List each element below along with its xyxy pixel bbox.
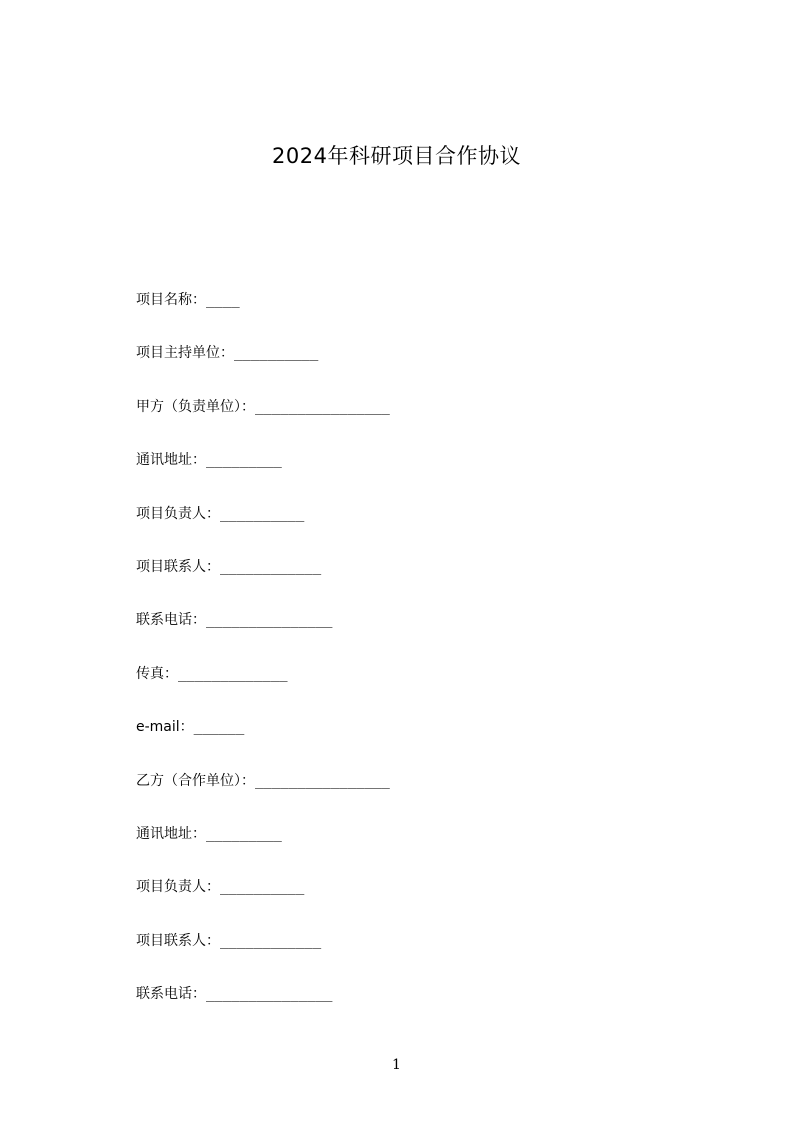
field-label: 联系电话： bbox=[136, 986, 206, 1003]
field-label: 项目联系人： bbox=[136, 932, 220, 949]
field-project-name bbox=[136, 289, 696, 342]
field-party-a bbox=[136, 396, 696, 449]
field-blank: _______________ bbox=[206, 986, 333, 1003]
field-party-a-leader bbox=[136, 503, 696, 556]
field-party-a-phone bbox=[136, 609, 696, 662]
field-label: 通讯地址： bbox=[136, 452, 206, 469]
field-blank: _____________ bbox=[178, 665, 288, 682]
field-blank: _______________ bbox=[206, 612, 333, 629]
field-host-unit bbox=[136, 342, 696, 395]
field-party-b-contact bbox=[136, 930, 696, 983]
form-fields bbox=[136, 289, 696, 1036]
field-label: 乙方（合作单位）： bbox=[136, 772, 255, 789]
field-label: 联系电话： bbox=[136, 612, 206, 629]
field-label: 甲方（负责单位）： bbox=[136, 398, 255, 415]
field-blank: ________________ bbox=[255, 772, 390, 789]
field-party-a-fax bbox=[136, 663, 696, 716]
document-title: 2024年科研项目合作协议 bbox=[272, 144, 521, 168]
field-blank: ____ bbox=[206, 292, 240, 308]
field-party-b-phone bbox=[136, 983, 696, 1036]
field-label: 项目主持单位： bbox=[136, 345, 234, 362]
field-label: 项目负责人： bbox=[136, 879, 220, 896]
field-label: 项目联系人： bbox=[136, 558, 220, 575]
field-label: 项目名称： bbox=[136, 292, 206, 308]
field-blank: _________ bbox=[206, 452, 282, 469]
field-blank: __________ bbox=[220, 505, 305, 522]
field-blank: _________ bbox=[206, 825, 282, 842]
field-party-b bbox=[136, 770, 696, 823]
field-label: e-mail： bbox=[136, 719, 194, 736]
page-number: 1 bbox=[392, 1057, 401, 1073]
field-party-b-address bbox=[136, 823, 696, 876]
field-blank: __________ bbox=[234, 345, 319, 362]
field-label: 项目负责人： bbox=[136, 505, 220, 522]
field-blank: __________ bbox=[220, 879, 305, 896]
field-party-a-email bbox=[136, 716, 696, 769]
field-party-a-address bbox=[136, 449, 696, 502]
field-blank: ________________ bbox=[255, 398, 390, 415]
field-blank: ____________ bbox=[220, 558, 322, 575]
field-party-a-contact bbox=[136, 556, 696, 609]
field-label: 传真： bbox=[136, 665, 178, 682]
field-blank: ______ bbox=[193, 719, 245, 736]
field-party-b-leader bbox=[136, 876, 696, 929]
field-blank: ____________ bbox=[220, 932, 322, 949]
field-label: 通讯地址： bbox=[136, 825, 206, 842]
